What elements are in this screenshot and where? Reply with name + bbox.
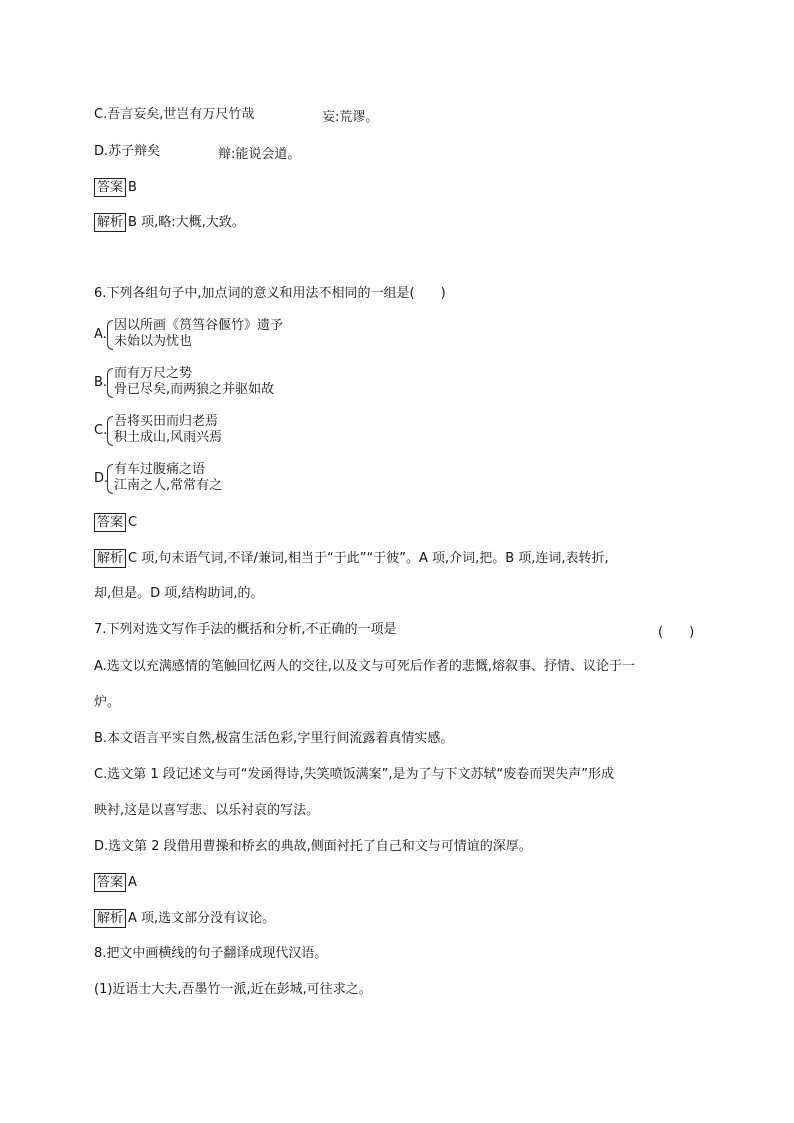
brace-icon [107,320,113,350]
option-line-1: 而有万尺之势 [114,366,193,381]
brace-icon [107,368,113,398]
analysis-text: A 项,选文部分没有议论。 [128,911,276,926]
option-letter: C. [94,423,108,438]
option-line-1: 吾将买田而归老焉 [114,414,219,429]
brace-icon [107,416,113,446]
q5-analysis [94,213,245,232]
q7-analysis [94,909,275,928]
q5-option-d-note: 辩:能说会道。 [218,147,301,162]
answer-label: 答案 [94,178,126,197]
option-line-2: 江南之人,常常有之 [114,478,223,493]
q7-option-c-line-1: C.选文第 1 段记述文与可“发函得诗,失笑喷饭满案”,是为了与下文苏轼“废卷而哭失声”形成 [94,767,614,782]
q7-option-b: B.本文语言平实自然,极富生活色彩,字里行间流露着真情实感。 [94,731,454,746]
analysis-text: B 项,略:大概,大致。 [128,215,245,230]
q7-option-d: D.选文第 2 段借用曹操和桥玄的典故,侧面衬托了自己和文与可情谊的深厚。 [94,839,532,854]
option-letter: D. [94,471,109,486]
q7-option-a-line-1: A.选文以充满感情的笔触回忆两人的交往,以及文与可死后作者的悲慨,熔叙事、抒情、议论于一 [94,659,636,674]
option-letter: A. [94,327,107,342]
q7-option-c-line-2: 映衬,这是以喜写悲、以乐衬哀的写法。 [94,803,320,818]
answer-value: A [128,875,137,890]
q7-answer-paren: ( ) [658,625,695,640]
option-line-2: 骨已尽矣,而两狼之并驱如故 [114,382,275,397]
q5-answer [94,178,137,197]
q5-option-c-note: 妄:荒谬。 [322,110,379,125]
q7-stem: 7.下列对选文写作手法的概括和分析,不正确的一项是 [94,622,397,637]
analysis-text-line-1: C 项,句末语气词,不译/兼词,相当于“于此”“于彼”。A 项,介词,把。B 项,连词,表转折, [128,551,609,566]
q5-option-d [94,143,160,161]
answer-value: B [128,180,137,195]
q6-analysis [94,549,609,568]
option-line-1: 有车过腹痛之语 [114,462,206,477]
option-line-2: 积土成山,风雨兴焉 [114,430,223,445]
option-letter: B. [94,375,108,390]
analysis-label: 解析 [94,549,126,568]
option-line-2: 未始以为忧也 [114,334,193,349]
answer-value: C [128,515,138,530]
q6-answer [94,513,137,532]
answer-label: 答案 [94,513,126,532]
option-line-1: 因以所画《筼筜谷偃竹》遗予 [114,318,284,333]
brace-icon [107,464,113,494]
q7-answer [94,873,137,892]
q5-option-c [94,106,254,124]
q8-item-1: (1)近语士大夫,吾墨竹一派,近在彭城,可往求之。 [94,982,372,997]
q5-option-c-text: C.吾言妄矣,世岂有万尺竹哉 [94,107,255,122]
analysis-label: 解析 [94,909,126,928]
answer-label: 答案 [94,873,126,892]
q8-stem: 8.把文中画横线的句子翻译成现代汉语。 [94,946,328,961]
q7-option-a-line-2: 炉。 [94,695,121,710]
analysis-label: 解析 [94,213,126,232]
q6-stem: 6.下列各组句子中,加点词的意义和用法不相同的一组是( ) [94,286,446,301]
q5-option-d-text: D.苏子辩矣 [94,144,161,159]
q6-analysis-continued: 却,但是。D 项,结构助词,的。 [94,586,264,601]
